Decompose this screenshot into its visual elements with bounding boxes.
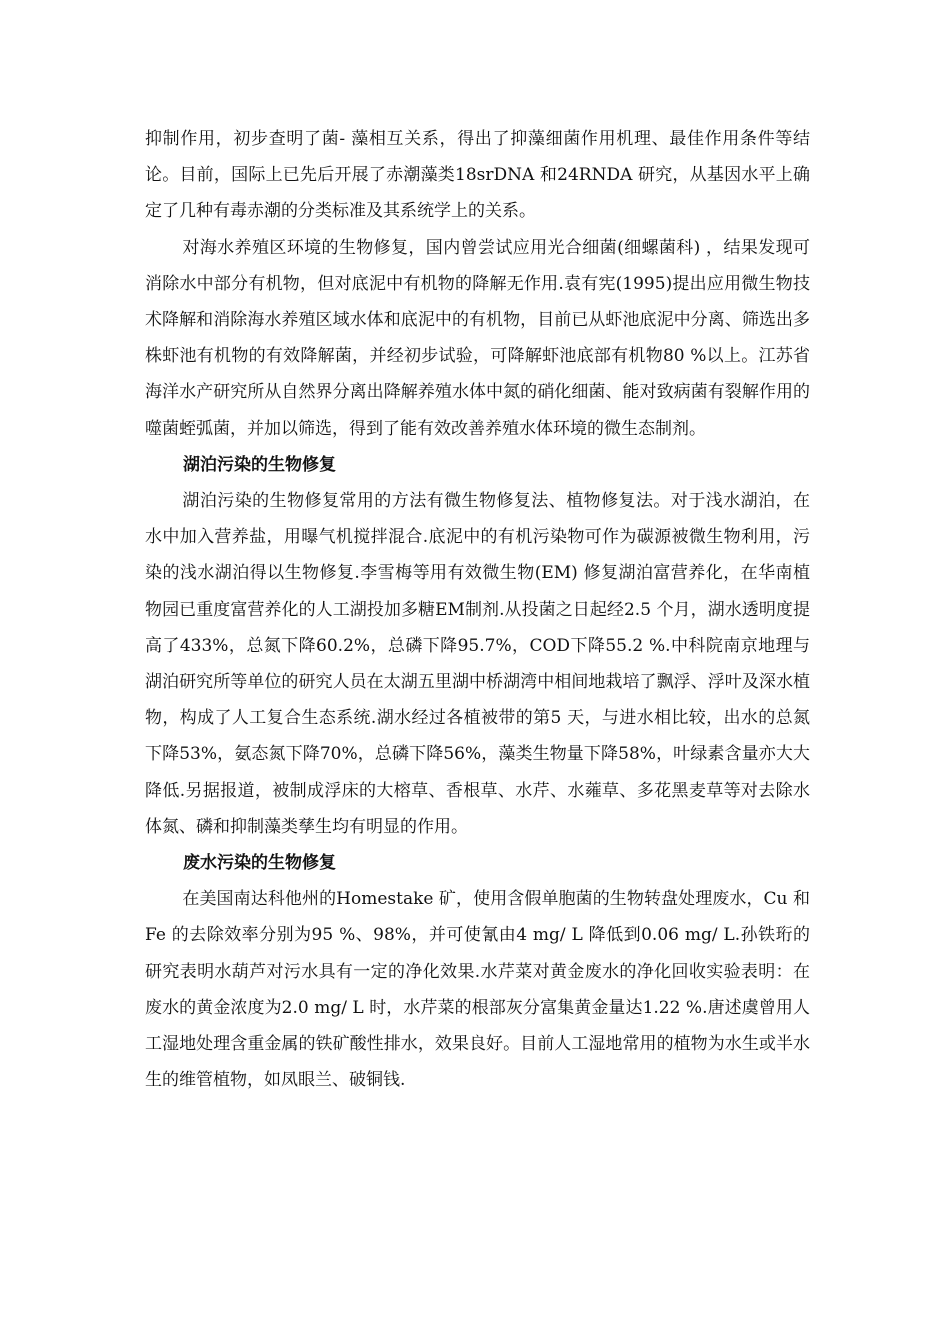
paragraph-lake-bioremediation: 湖泊污染的生物修复常用的方法有微生物修复法、植物修复法。对于浅水湖泊，在水中加入营养盐，用曝气机搅拌混合.底泥中的有机污染物可作为碳源被微生物利用，污染的浅水湖泊得以生物修复.李雪梅等用有效微生物(EM) 修复湖泊富营养化，在华南植物园已重度富营养化的人工湖投加多糖EM制剂.从投菌之日起经2.5 个月，湖水透明度提高了433%，总氮下降60.2%，总磷下降95.7%，COD下降55.2 %.中科院南京地理与湖泊研究所等单位的研究人员在太湖五里湖中桥湖湾中相间地栽培了飘浮、浮叶及深水植物，构成了人工复合生态系统.湖水经过各植被带的第5 天，与进水相比较，出水的总氮下降53%，氨态氮下降70%，总磷下降56%，藻类生物量下降58%，叶绿素含量亦大大降低.另据报道，被制成浮床的大榕草、香根草、水芹、水蕹草、多花黑麦草等对去除水体氮、磷和抑制藻类孳生均有明显的作用。 [145, 491, 810, 837]
paragraph-algae-bacteria: 抑制作用，初步查明了菌- 藻相互关系，得出了抑藻细菌作用机理、最佳作用条件等结论。目前，国际上已先后开展了赤潮藻类18srDNA 和24RNDA 研究，从基因水平上确定了几种有毒赤潮的分类标准及其系统学上的关系。 [145, 129, 810, 222]
paragraph-wastewater-bioremediation: 在美国南达科他州的Homestake 矿，使用含假单胞菌的生物转盘处理废水，Cu 和Fe 的去除效率分别为95 %、98%，并可使氰由4 mg/ L 降低到0.06 mg/ L.孙铁珩的研究表明水葫芦对污水具有一定的净化效果.水芹菜对黄金废水的净化回收实验表明：在废水的黄金浓度为2.0 mg/ L 时，水芹菜的根部灰分富集黄金量达1.22 %.唐述虞曾用人工湿地处理含重金属的铁矿酸性排水，效果良好。目前人工湿地常用的植物为水生或半水生的维管植物，如凤眼兰、破铜钱. [145, 889, 810, 1091]
paragraph-aquaculture-bioremediation: 对海水养殖区环境的生物修复，国内曾尝试应用光合细菌(细螺菌科) ，结果发现可消除水中部分有机物，但对底泥中有机物的降解无作用.袁有宪(1995)提出应用微生物技术降解和消除海水养殖区域水体和底泥中的有机物，目前已从虾池底泥中分离、筛选出多株虾池有机物的有效降解菌，并经初步试验，可降解虾池底部有机物80 %以上。江苏省海洋水产研究所从自然界分离出降解养殖水体中氮的硝化细菌、能对致病菌有裂解作用的噬菌蛭弧菌，并加以筛选，得到了能有效改善养殖水体环境的微生态制剂。 [145, 237, 810, 439]
body-text [145, 121, 810, 1098]
section-heading-wastewater: 废水污染的生物修复 [183, 853, 336, 874]
section-heading-lake: 湖泊污染的生物修复 [183, 454, 336, 475]
